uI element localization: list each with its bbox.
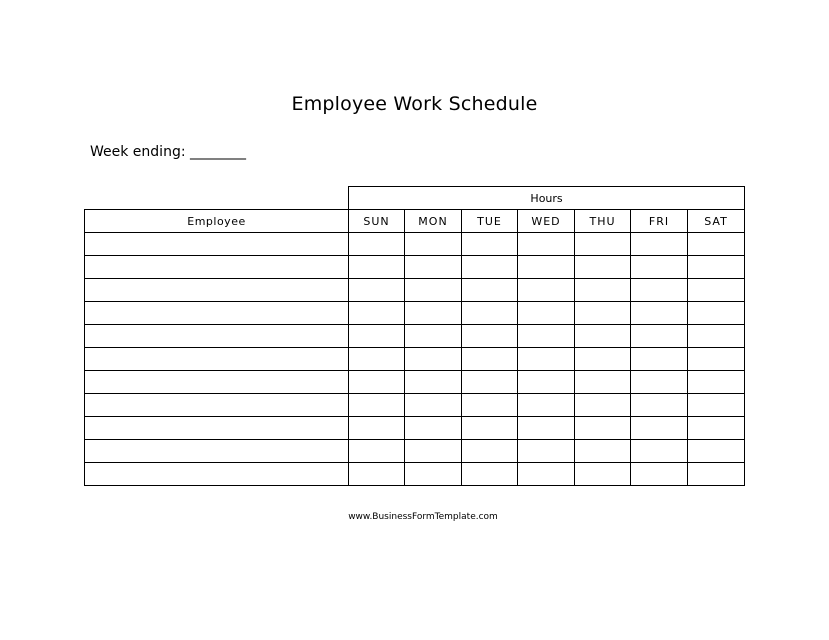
hours-cell-mon[interactable] [405, 256, 462, 279]
employee-name-cell[interactable] [85, 279, 349, 302]
hours-cell-tue[interactable] [462, 348, 518, 371]
hours-cell-thu[interactable] [575, 256, 631, 279]
hours-cell-sat[interactable] [688, 371, 745, 394]
hours-cell-thu[interactable] [575, 371, 631, 394]
employee-name-cell[interactable] [85, 463, 349, 486]
hours-cell-thu[interactable] [575, 233, 631, 256]
hours-cell-tue[interactable] [462, 279, 518, 302]
hours-cell-tue[interactable] [462, 256, 518, 279]
hours-cell-sat[interactable] [688, 233, 745, 256]
day-header-tue: TUE [462, 210, 518, 233]
hours-cell-wed[interactable] [518, 371, 575, 394]
hours-header: Hours [349, 187, 745, 210]
hours-cell-wed[interactable] [518, 463, 575, 486]
table-row [85, 302, 745, 325]
hours-cell-mon[interactable] [405, 463, 462, 486]
employee-name-cell[interactable] [85, 302, 349, 325]
hours-cell-tue[interactable] [462, 233, 518, 256]
hours-cell-mon[interactable] [405, 233, 462, 256]
hours-cell-sat[interactable] [688, 279, 745, 302]
employee-name-cell[interactable] [85, 440, 349, 463]
hours-cell-tue[interactable] [462, 394, 518, 417]
hours-cell-tue[interactable] [462, 302, 518, 325]
hours-cell-sun[interactable] [349, 279, 405, 302]
table-row [85, 348, 745, 371]
hours-cell-thu[interactable] [575, 417, 631, 440]
table-row [85, 371, 745, 394]
hours-cell-thu[interactable] [575, 279, 631, 302]
hours-cell-fri[interactable] [631, 233, 688, 256]
hours-cell-sat[interactable] [688, 302, 745, 325]
hours-cell-sun[interactable] [349, 371, 405, 394]
table-row [85, 279, 745, 302]
hours-cell-mon[interactable] [405, 279, 462, 302]
employee-name-cell[interactable] [85, 394, 349, 417]
hours-cell-wed[interactable] [518, 325, 575, 348]
hours-cell-mon[interactable] [405, 302, 462, 325]
footer-url: www.BusinessFormTemplate.com [348, 512, 498, 522]
day-header-thu: THU [575, 210, 631, 233]
hours-cell-tue[interactable] [462, 417, 518, 440]
table-row [85, 417, 745, 440]
employee-name-cell[interactable] [85, 371, 349, 394]
hours-cell-sun[interactable] [349, 463, 405, 486]
hours-cell-sat[interactable] [688, 417, 745, 440]
employee-name-cell[interactable] [85, 417, 349, 440]
table-row [85, 463, 745, 486]
hours-cell-fri[interactable] [631, 348, 688, 371]
schedule-table [84, 186, 745, 486]
employee-name-cell[interactable] [85, 325, 349, 348]
hours-cell-sun[interactable] [349, 440, 405, 463]
hours-cell-fri[interactable] [631, 417, 688, 440]
hours-cell-thu[interactable] [575, 463, 631, 486]
table-row [85, 325, 745, 348]
hours-cell-mon[interactable] [405, 440, 462, 463]
table-row [85, 233, 745, 256]
hours-cell-wed[interactable] [518, 348, 575, 371]
hours-cell-fri[interactable] [631, 440, 688, 463]
hours-cell-mon[interactable] [405, 371, 462, 394]
hours-cell-sat[interactable] [688, 440, 745, 463]
hours-cell-thu[interactable] [575, 394, 631, 417]
hours-cell-fri[interactable] [631, 394, 688, 417]
hours-cell-tue[interactable] [462, 371, 518, 394]
hours-cell-mon[interactable] [405, 348, 462, 371]
employee-name-cell[interactable] [85, 233, 349, 256]
hours-cell-sat[interactable] [688, 256, 745, 279]
hours-cell-thu[interactable] [575, 302, 631, 325]
hours-cell-tue[interactable] [462, 463, 518, 486]
day-header-wed: WED [518, 210, 575, 233]
hours-cell-sun[interactable] [349, 325, 405, 348]
schedule-rows [85, 233, 745, 486]
hours-cell-fri[interactable] [631, 371, 688, 394]
page-title: Employee Work Schedule [291, 93, 538, 115]
hours-cell-sat[interactable] [688, 348, 745, 371]
day-header-fri: FRI [631, 210, 688, 233]
hours-cell-sun[interactable] [349, 394, 405, 417]
hours-cell-fri[interactable] [631, 325, 688, 348]
hours-cell-thu[interactable] [575, 325, 631, 348]
table-row [85, 440, 745, 463]
hours-cell-sat[interactable] [688, 325, 745, 348]
hours-cell-thu[interactable] [575, 440, 631, 463]
hours-cell-sat[interactable] [688, 463, 745, 486]
hours-cell-sun[interactable] [349, 302, 405, 325]
hours-cell-sun[interactable] [349, 348, 405, 371]
hours-cell-sun[interactable] [349, 233, 405, 256]
hours-cell-tue[interactable] [462, 325, 518, 348]
hours-cell-wed[interactable] [518, 394, 575, 417]
day-header-sun: SUN [349, 210, 405, 233]
hours-cell-fri[interactable] [631, 463, 688, 486]
hours-cell-wed[interactable] [518, 302, 575, 325]
day-header-mon: MON [405, 210, 462, 233]
hours-cell-mon[interactable] [405, 325, 462, 348]
column-header-row [85, 210, 745, 233]
hours-cell-wed[interactable] [518, 256, 575, 279]
hours-cell-mon[interactable] [405, 417, 462, 440]
hours-cell-wed[interactable] [518, 440, 575, 463]
hours-cell-thu[interactable] [575, 348, 631, 371]
employee-column-header: Employee [85, 210, 349, 233]
day-header-sat: SAT [688, 210, 745, 233]
hours-cell-wed[interactable] [518, 417, 575, 440]
hours-cell-fri[interactable] [631, 256, 688, 279]
hours-cell-wed[interactable] [518, 279, 575, 302]
hours-header-row [85, 187, 745, 210]
table-row [85, 256, 745, 279]
hours-cell-sat[interactable] [688, 394, 745, 417]
hours-cell-fri[interactable] [631, 279, 688, 302]
hours-cell-fri[interactable] [631, 302, 688, 325]
hours-cell-sun[interactable] [349, 417, 405, 440]
hours-cell-wed[interactable] [518, 233, 575, 256]
table-row [85, 394, 745, 417]
hours-cell-mon[interactable] [405, 394, 462, 417]
hours-cell-tue[interactable] [462, 440, 518, 463]
header-spacer [85, 187, 349, 210]
employee-name-cell[interactable] [85, 256, 349, 279]
hours-cell-sun[interactable] [349, 256, 405, 279]
employee-name-cell[interactable] [85, 348, 349, 371]
week-ending-field: Week ending: ________ [90, 144, 246, 160]
